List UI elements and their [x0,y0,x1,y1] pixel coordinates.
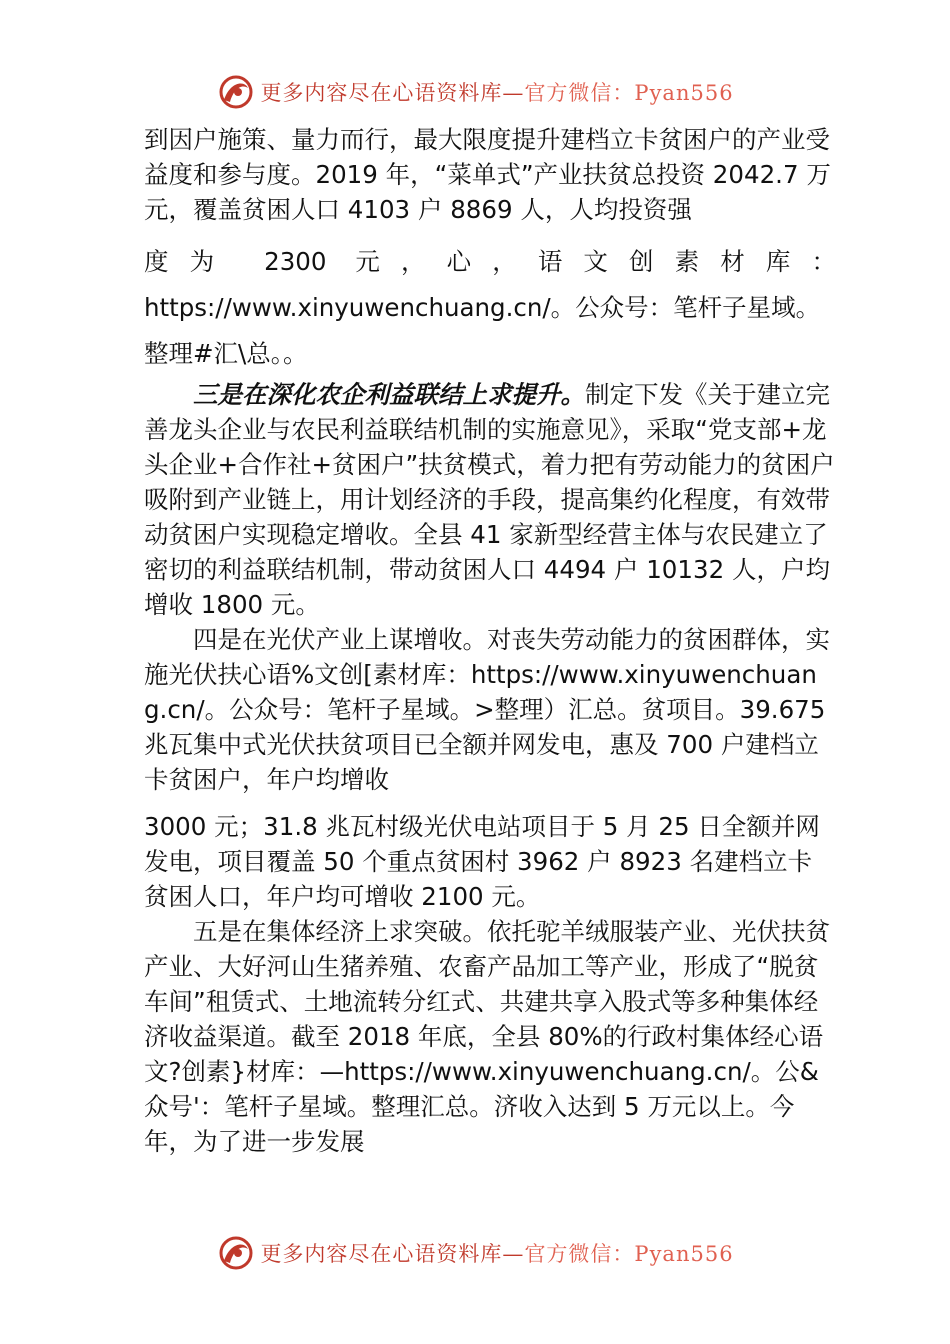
paragraph-3: 三是在深化农企利益联结上求提升。制定下发《关于建立完善龙头企业与农民利益联结机制的实施意见》，采取“党支部+龙头企业+合作社+贫困户”扶贫模式，着力把有劳动能力的贫困户吸附到产业链上，用计划经济的手段，提高集约化程度，有效带动贫困户实现稳定增收。全县 41 家新型经营主体与农民建立了密切的利益联结机制，带动贫困人口 4494 户 10132 人，户均增收 1800 元。 [144,380,835,619]
paragraph-2-line-3: 整理#汇\总。。 [144,339,308,368]
paragraph-2-line-1: 度为 2300 元，心，语文创素材库： [144,247,836,276]
header-text: 更多内容尽在心语资料库—官方微信：Pyan556 [260,81,734,105]
red-swirl-logo-icon [216,1233,256,1273]
footer-banner [0,1231,950,1275]
paragraph-2 [144,239,836,377]
paragraph-3-heading: 三是在深化农企利益联结上求提升。 [193,380,585,409]
paragraph-1: 到因户施策、量力而行，最大限度提升建档立卡贫困户的产业受益度和参与度。2019 年，“菜单式”产业扶贫总投资 2042.7 万元，覆盖贫困人口 4103 户 8869 人，人均投资强 [144,125,831,224]
footer-text: 更多内容尽在心语资料库—官方微信：Pyan556 [260,1242,734,1266]
document-body [144,122,836,1159]
paragraph-4: 四是在光伏产业上谋增收。对丧失劳动能力的贫困群体，实施光伏扶心语%文创[素材库：https://www.xinyuwenchuang.cn/。公众号：笔杆子星域。>整理）汇总。贫项目。39.675 兆瓦集中式光伏扶贫项目已全额并网发电，惠及 700 户建档立卡贫困户，年户均增收 [144,625,830,794]
paragraph-6: 五是在集体经济上求突破。依托驼羊绒服装产业、光伏扶贫产业、大好河山生猪养殖、农畜产品加工等产业，形成了“脱贫车间”租赁式、土地流转分红式、共建共享入股式等多种集体经济收益渠道。截至 2018 年底，全县 80%的行政村集体经心语文?创素}材库：—https://www.xinyuwenchuang.cn/。公&众号'：笔杆子星域。整理汇总。济收入达到 5 万元以上。今年，为了进一步发展 [144,917,830,1156]
paragraph-2-line-2: https://www.xinyuwenchuang.cn/。公众号：笔杆子星域。 [144,293,821,322]
red-swirl-logo-icon [216,72,256,112]
paragraph-5: 3000 元；31.8 兆瓦村级光伏电站项目于 5 月 25 日全额并网发电，项目覆盖 50 个重点贫困村 3962 户 8923 名建档立卡贫困人口，年户均可增收 2100 元。 [144,812,820,911]
header-banner [0,70,950,114]
